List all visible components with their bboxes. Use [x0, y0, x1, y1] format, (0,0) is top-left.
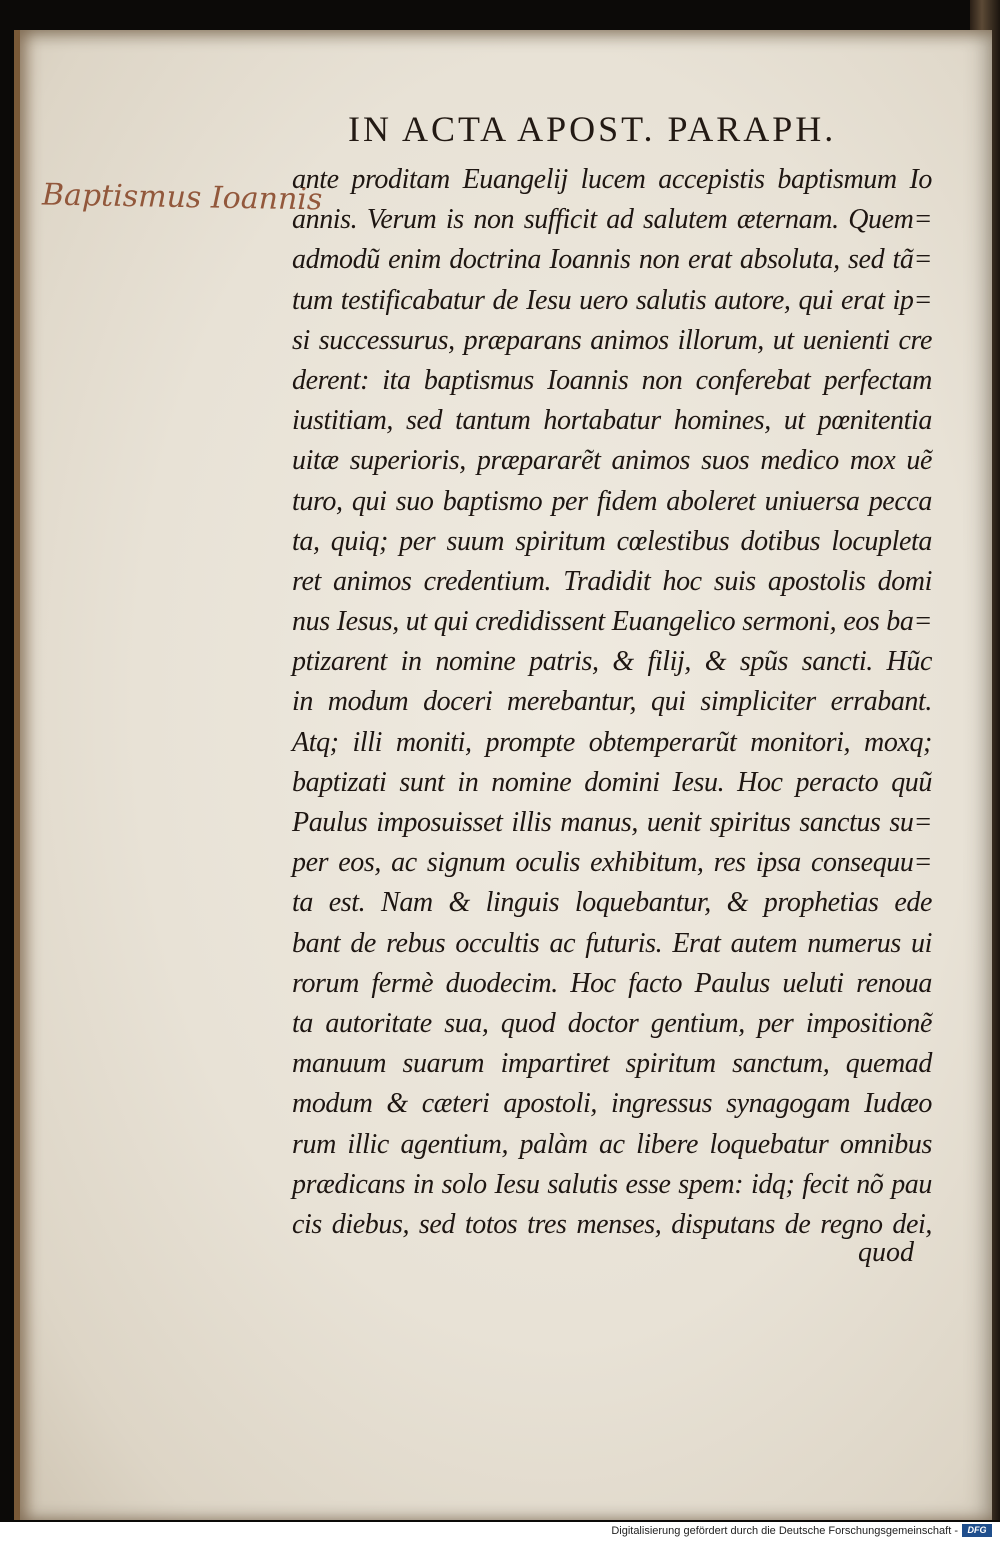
text-line: admodũ enim doctrina Ioannis non erat absoluta, sed tã= — [292, 244, 932, 276]
text-line: ptizarent in nomine patris, & filij, & spũs sancti. Hũc — [292, 646, 932, 678]
text-line: annis. Verum is non sufficit ad salutem æternam. Quem= — [292, 204, 932, 236]
text-line: si successurus, præparans animos illorum, ut uenienti cre — [292, 324, 932, 356]
text-line: manuum suarum impartiret spiritum sanctum, quemad — [292, 1048, 932, 1080]
text-line: Atq; illi moniti, prompte obtemperarũt monitori, moxq; — [292, 726, 932, 758]
text-line: rum illic agentium, palàm ac libere loquebatur omnibus — [292, 1128, 932, 1160]
text-line: ret animos credentium. Tradidit hoc suis apostolis domi — [292, 565, 932, 597]
text-line: bant de rebus occultis ac futuris. Erat autem numerus ui — [292, 927, 932, 959]
marginal-note: Baptismus Ioannis — [41, 177, 323, 218]
text-line: ta est. Nam & linguis loquebantur, & prophetias ede — [292, 887, 932, 919]
text-line: modum & cæteri apostoli, ingressus synagogam Iudæo — [292, 1088, 932, 1120]
dfg-logo: DFG — [962, 1524, 992, 1537]
text-line: cis diebus, sed totos tres menses, disputans de regno dei, — [292, 1208, 932, 1240]
text-line: per eos, ac signum oculis exhibitum, res ipsa consequu= — [292, 847, 932, 879]
text-line: rorum fermè duodecim. Hoc facto Paulus ueluti renoua — [292, 967, 932, 999]
text-line: turo, qui suo baptismo per fidem aboleret uniuersa pecca — [292, 485, 932, 517]
text-line: ante proditam Euangelij lucem accepistis baptismum Io — [292, 164, 932, 195]
funding-credit: Digitalisierung gefördert durch die Deutsche Forschungsgemeinschaft - — [611, 1525, 958, 1537]
text-line: prædicans in solo Iesu salutis esse spem: idq; fecit nõ pau — [292, 1168, 932, 1200]
text-line: nus Iesus, ut qui credidissent Euangelico sermoni, eos ba= — [292, 606, 932, 638]
text-line: ta autoritate sua, quod doctor gentium, per impositionẽ — [292, 1007, 932, 1039]
text-line: Paulus imposuisset illis manus, uenit spiritus sanctus su= — [292, 807, 932, 838]
catchword: quod — [858, 1237, 914, 1268]
text-line: derent: ita baptismus Ioannis non conferebat perfectam — [292, 364, 932, 396]
body-text — [292, 160, 932, 1245]
text-line: baptizati sunt in nomine domini Iesu. Hoc peracto quũ — [292, 766, 932, 798]
text-line: uitæ superioris, præpararẽt animos suos medico mox uẽ — [292, 445, 932, 477]
text-line: in modum doceri merebantur, qui simpliciter errabant. — [292, 686, 932, 718]
text-line: tum testificabatur de Iesu uero salutis autore, qui erat ip= — [292, 284, 932, 316]
text-line: ta, quiq; per suum spiritum cœlestibus dotibus locupleta — [292, 525, 932, 557]
text-line: iustitiam, sed tantum hortabatur homines, ut pœnitentia — [292, 405, 932, 437]
running-head: IN ACTA APOST. PARAPH. — [348, 109, 837, 149]
